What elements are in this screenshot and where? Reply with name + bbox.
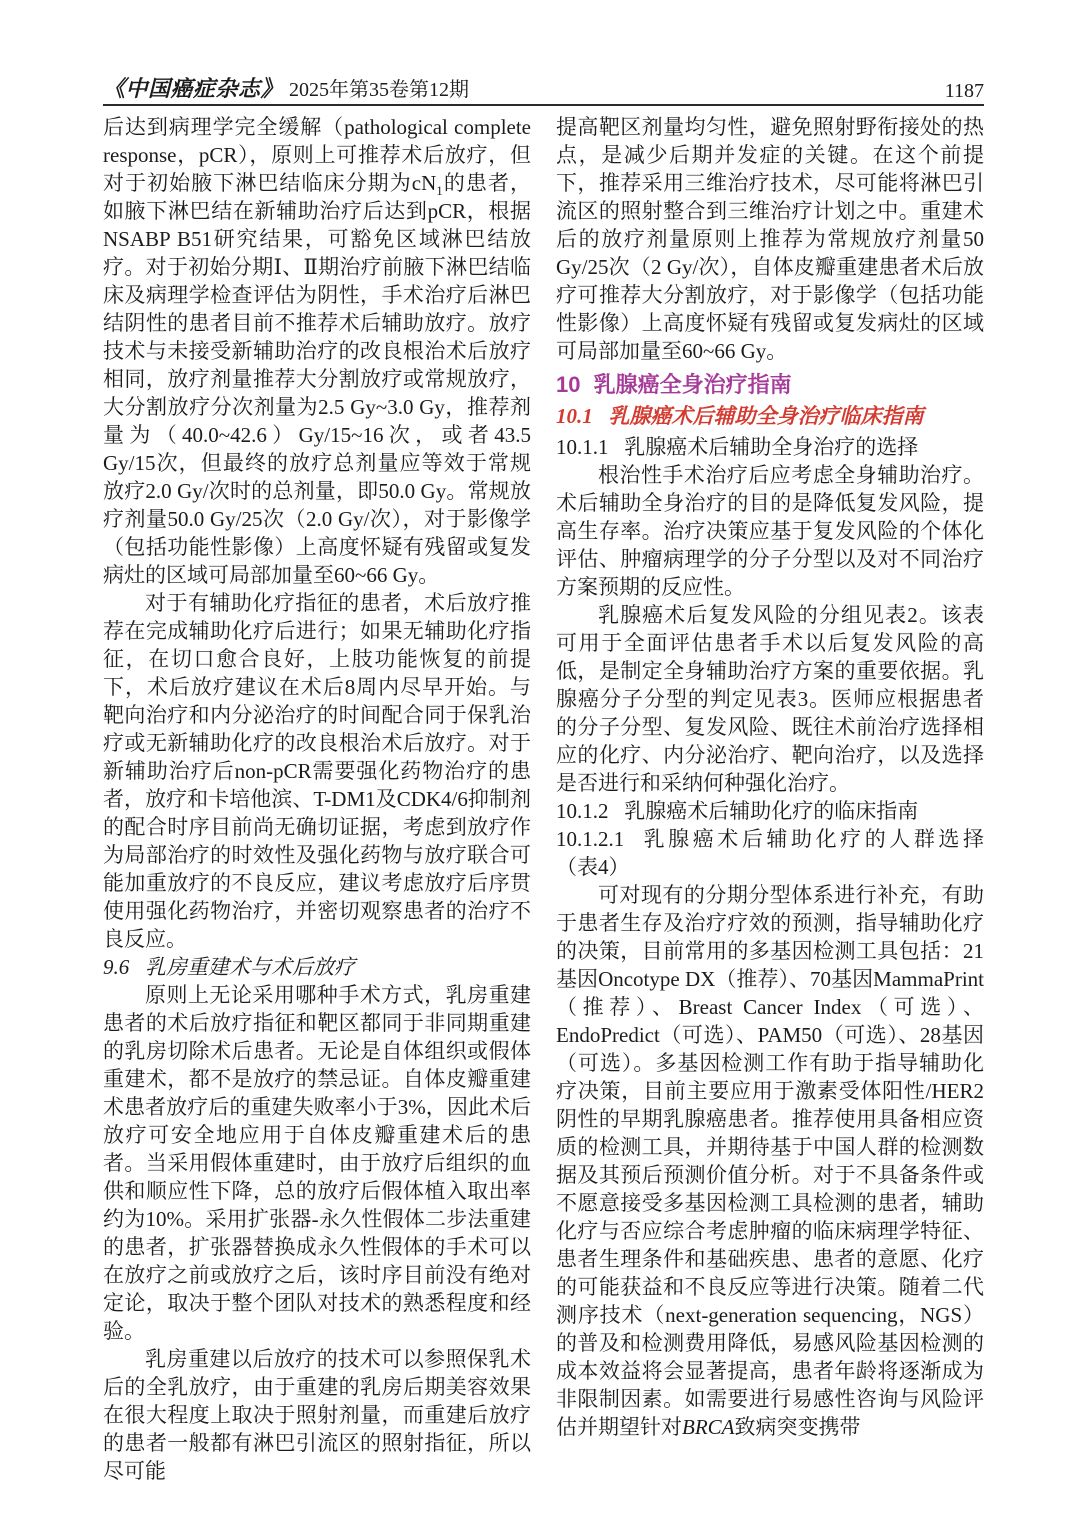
section-number: 10.1	[556, 404, 593, 428]
text-segment: 可对现有的分期分型体系进行补充，有助于患者生存及治疗疗效的预测，指导辅助化疗的决策，目前常用的多基因检测工具包括：21基因Oncotype DX（推荐）、70基因MammaPrint（推荐）、Breast Cancer Index（可选）、EndoPredict（可选）、PAM50（可选）、28基因（可选）。多基因检测工作有助于指导辅助化疗决策，目前主要应用于激素受体阳性/HER2阴性的早期乳腺癌患者。推荐使用具备相应资质的检测工具，并期待基于中国人群的检测数据及其预后预测价值分析。对于不具备条件或不愿意接受多基因检测工具检测的患者，辅助化疗与否应综合考虑肿瘤的临床病理学特征、患者生理条件和基础疾患、患者的意愿、化疗的可能获益和不良反应等进行决策。随着二代测序技术（next-generation sequencing，NGS）的普及和检测费用降低，易感风险基因检测的成本效益将会显著提高，患者年龄将逐渐成为非限制因素。如需要进行易感性咨询与风险评估并期望针对	[556, 883, 984, 1439]
text-segment: 后达到病理学完全缓解（pathological complete response，pCR），原则上可推荐术后放疗，但对于初始腋下淋巴结临床分期为cN	[103, 115, 531, 195]
paragraph-systemic-adjuvant-purpose: 根治性手术治疗后应考虑全身辅助治疗。术后辅助全身治疗的目的是降低复发风险，提高生存率。治疗决策应基于复发风险的个体化评估、肿瘤病理学的分子分型以及对不同治疗方案预期的反应性。	[556, 463, 984, 599]
gene-name-italic: BRCA	[682, 1415, 735, 1439]
section-number: 10	[556, 372, 581, 397]
journal-issue-line	[103, 72, 469, 103]
paragraph-postmastectomy-radiotherapy	[103, 113, 531, 589]
text-segment: 的患者，如腋下淋巴结在新辅助治疗后达到pCR，根据NSABP B51研究结果，可豁免区域淋巴结放疗。对于初始分期Ⅰ、Ⅱ期治疗前腋下淋巴结临床及病理学检查评估为阴性，手术治疗后淋巴结阴性的患者目前不推荐术后辅助放疗。放疗技术与未接受新辅助治疗的改良根治术后放疗相同，放疗剂量推荐大分割放疗或常规放疗，大分割放疗分次剂量为2.5 Gy~3.0 Gy，推荐剂量为（40.0~42.6）Gy/15~16次，或者43.5 Gy/15次，但最终的放疗总剂量应等效于常规放疗2.0 Gy/次时的总剂量，即50.0 Gy。常规放疗剂量50.0 Gy/25次（2.0 Gy/次），对于影像学（包括功能性影像）上高度怀疑有残留或复发病灶的区域可局部加量至60~66 Gy。	[103, 171, 531, 587]
section-heading-10-1-2-1-table-ref: （表4）	[556, 855, 630, 879]
subscript-cn1: 1	[436, 183, 443, 199]
section-number: 9.6	[103, 955, 130, 979]
page-number: 1187	[944, 80, 984, 102]
section-heading-10-1-1	[556, 433, 984, 461]
section-heading-10-1-2	[556, 797, 984, 825]
section-title: 乳腺癌术后辅助化疗的临床指南	[624, 799, 919, 823]
paragraph-multigene-assays	[556, 881, 984, 1441]
section-number: 10.1.2.1	[556, 827, 625, 851]
section-title: 乳腺癌术后辅助全身治疗临床指南	[608, 404, 924, 428]
section-number: 10.1.2	[556, 799, 609, 823]
journal-title: 《中国癌症杂志》	[103, 76, 284, 101]
section-heading-10	[556, 370, 984, 399]
section-heading-10-1	[556, 402, 984, 431]
paragraph-reconstruction-radiotherapy-technique: 乳房重建以后放疗的技术可以参照保乳术后的全乳放疗，由于重建的乳房后期美容效果在很大程度上取决于照射剂量，而重建后放疗的患者一般都有淋巴引流区的照射指征，所以尽可能	[103, 1347, 531, 1483]
right-column	[556, 113, 984, 1485]
section-title: 乳腺癌全身治疗指南	[593, 372, 792, 397]
left-column	[103, 113, 531, 1485]
paragraph-breast-reconstruction-radiotherapy: 原则上无论采用哪种手术方式，乳房重建患者的术后放疗指征和靶区都同于非同期重建的乳房切除术后患者。无论是自体组织或假体重建术，都不是放疗的禁忌证。自体皮瓣重建术患者放疗后的重建失败率小于3%，因此术后放疗可安全地应用于自体皮瓣重建术后的患者。当采用假体重建时，由于放疗后组织的血供和顺应性下降，总的放疗后假体植入取出率约为10%。采用扩张器-永久性假体二步法重建的患者，扩张器替换成永久性假体的手术可以在放疗之前或放疗之后，该时序目前没有绝对定论，取决于整个团队对技术的熟悉程度和经验。	[103, 983, 531, 1343]
section-heading-10-1-2-1	[556, 825, 984, 853]
section-title: 乳腺癌术后辅助化疗的人群选择	[640, 827, 984, 851]
header-rule	[103, 104, 984, 106]
section-number: 10.1.1	[556, 435, 609, 459]
section-heading-9-6	[103, 953, 531, 981]
text-segment: 致病突变携带	[734, 1415, 861, 1439]
paragraph-adjuvant-chemo-radiotherapy-timing: 对于有辅助化疗指征的患者，术后放疗推荐在完成辅助化疗后进行；如果无辅助化疗指征，在切口愈合良好，上肢功能恢复的前提下，术后放疗建议在术后8周内尽早开始。与靶向治疗和内分泌治疗的时间配合同于保乳治疗或无新辅助化疗的改良根治术后放疗。对于新辅助治疗后non-pCR需要强化药物治疗的患者，放疗和卡培他滨、T-DM1及CDK4/6抑制剂的配合时序目前尚无确切证据，考虑到放疗作为局部治疗的时效性及强化药物与放疗联合可能加重放疗的不良反应，建议考虑放疗后序贯使用强化药物治疗，并密切观察患者的治疗不良反应。	[103, 591, 531, 951]
paragraph-recurrence-risk-groups: 乳腺癌术后复发风险的分组见表2。该表可用于全面评估患者手术以后复发风险的高低，是制定全身辅助治疗方案的重要依据。乳腺癌分子分型的判定见表3。医师应根据患者的分子分型、复发风险、既往术前治疗选择相应的化疗、内分泌治疗、靶向治疗，以及选择是否进行和采纳何种强化治疗。	[556, 603, 984, 795]
issue-info: 2025年第35卷第12期	[289, 79, 470, 101]
section-title: 乳腺癌术后辅助全身治疗的选择	[624, 435, 919, 459]
paragraph-dose-homogeneity: 提高靶区剂量均匀性，避免照射野衔接处的热点，是减少后期并发症的关键。在这个前提下，推荐采用三维治疗技术，尽可能将淋巴引流区的照射整合到三维治疗计划之中。重建术后的放疗剂量原则上推荐为常规放疗剂量50 Gy/25次（2 Gy/次），自体皮瓣重建患者术后放疗可推荐大分割放疗，对于影像学（包括功能性影像）上高度怀疑有残留或复发病灶的区域可局部加量至60~66 Gy。	[556, 115, 984, 363]
section-title: 乳房重建术与术后放疗	[145, 955, 355, 979]
content-columns	[103, 113, 984, 1485]
